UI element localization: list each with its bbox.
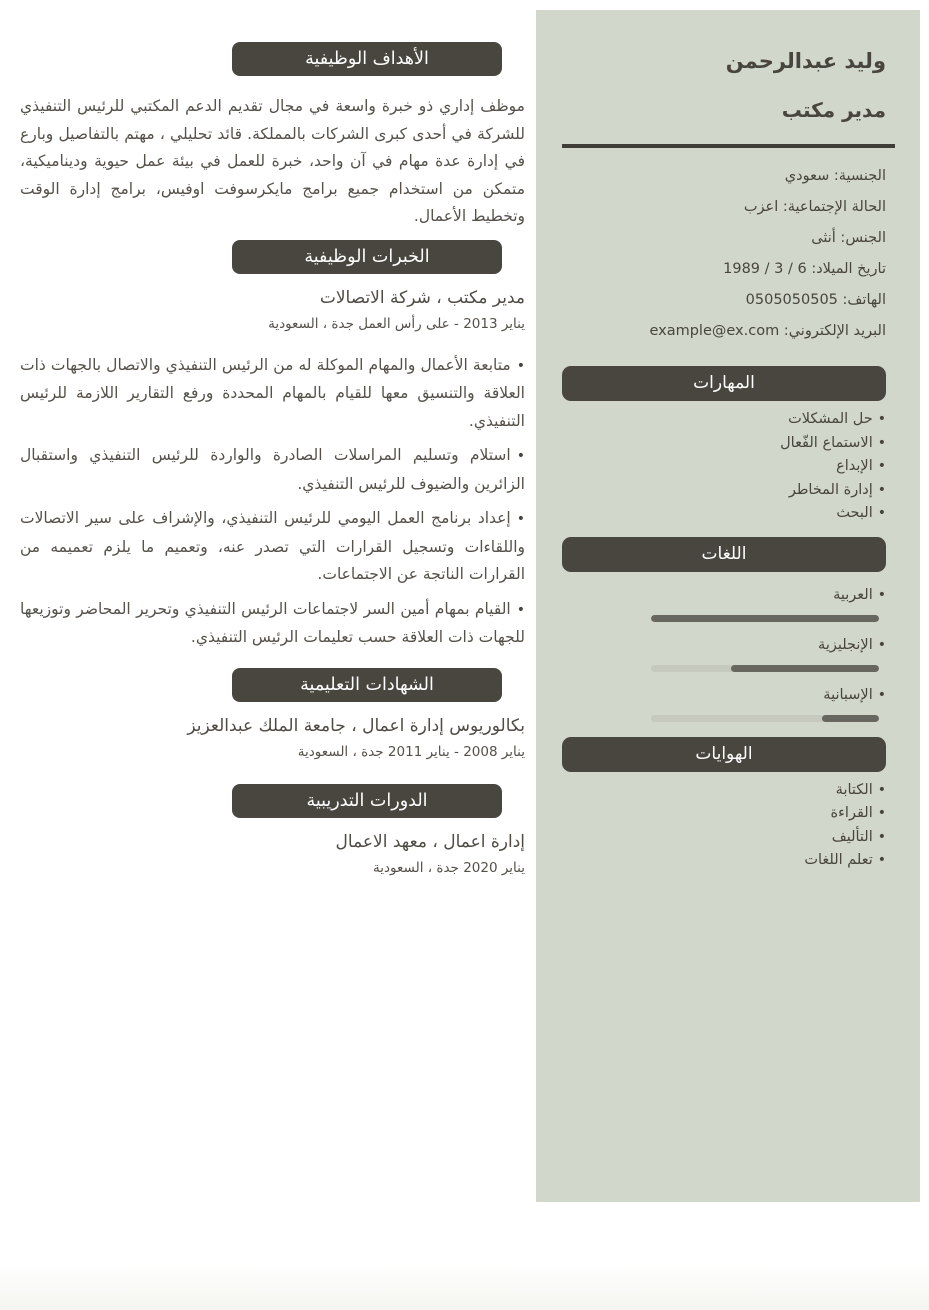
- section-header-courses: [232, 784, 502, 818]
- bullet-icon: •: [877, 586, 886, 603]
- experience-entry: [20, 286, 525, 335]
- skill-label: إدارة المخاطر: [788, 481, 873, 498]
- language-label: [562, 585, 886, 606]
- sidebar: [536, 10, 920, 1202]
- education-degree: بكالوريوس إدارة اعمال ، جامعة الملك عبدالعزيز: [187, 715, 525, 736]
- language-progress-fill: [822, 715, 879, 722]
- language-name: الإنجليزية: [818, 636, 873, 653]
- skill-item: [562, 455, 886, 479]
- skill-label: حل المشكلات: [788, 411, 873, 427]
- section-title: الشهادات التعليمية: [300, 674, 434, 695]
- hobbies-list: [562, 779, 886, 873]
- experience-bullets: [20, 352, 525, 652]
- course-title: إدارة اعمال ، معهد الاعمال: [335, 831, 525, 852]
- language-name: العربية: [833, 586, 873, 603]
- personal-detail-item: الجنسية: سعودي: [784, 168, 886, 184]
- hobby-item: [562, 826, 886, 850]
- language-progress-track: [651, 715, 879, 722]
- bullet-text: متابعة الأعمال والمهام الموكلة له من الرئيس التنفيذي والاتصال بالجهات ذات العلاقة والتنسيق معها للقيام بالمهام المحددة ورفع التقارير اللازمة للرئيس التنفيذي.: [20, 355, 525, 430]
- section-header-experience: [232, 240, 502, 274]
- skill-item: [562, 502, 886, 526]
- education-date: يناير 2008 - يناير 2011 جدة ، السعودية: [297, 743, 525, 760]
- language-progress-track: [651, 665, 879, 672]
- course-entry: [20, 830, 525, 879]
- language-name: الإسبانية: [823, 686, 873, 703]
- personal-detail-item: الحالة الإجتماعية: اعزب: [743, 199, 886, 215]
- hobby-item: [562, 802, 886, 826]
- candidate-job-title: مدير مكتب: [781, 98, 886, 122]
- section-title: الدورات التدريبية: [306, 790, 428, 811]
- hobby-item: [562, 779, 886, 803]
- experience-bullet: [20, 442, 525, 498]
- section-title: الأهداف الوظيفية: [305, 49, 429, 69]
- bullet-icon: •: [877, 852, 886, 868]
- section-header-hobbies: [562, 737, 886, 772]
- bullet-icon: •: [877, 458, 886, 474]
- languages-list: [562, 585, 886, 722]
- skill-item: [562, 432, 886, 456]
- bullet-icon: •: [516, 357, 525, 374]
- bullet-icon: •: [877, 781, 886, 798]
- language-progress-fill: [731, 665, 879, 672]
- bullet-text: إعداد برنامج العمل اليومي للرئيس التنفيذي، والإشراف على سير الاتصالات واللقاءات وتسجيل القرارات التي تصدر عنه، وتعميم ما يلزم تعميمه من القرارات الناتجة عن الاجتماعات.: [20, 509, 525, 583]
- section-header-skills: [562, 366, 886, 401]
- language-item: [562, 685, 886, 722]
- bullet-icon: •: [516, 601, 525, 618]
- section-header-objectives: [232, 42, 502, 76]
- section-title: المهارات: [693, 373, 755, 393]
- section-title: الهوايات: [695, 743, 753, 764]
- bullet-icon: •: [877, 411, 886, 427]
- personal-detail-item: البريد الإلكتروني: example@ex.com: [649, 323, 886, 339]
- skill-label: البحث: [836, 505, 873, 521]
- experience-bullet: [20, 596, 525, 652]
- experience-date: يناير 2013 - على رأس العمل جدة ، السعودية: [268, 315, 525, 332]
- personal-detail-item: الجنس: أنثى: [811, 230, 886, 246]
- language-progress-track: [651, 615, 879, 622]
- bullet-icon: •: [877, 481, 886, 498]
- main-column: [20, 42, 525, 879]
- section-header-education: [232, 668, 502, 702]
- section-title: اللغات: [701, 543, 747, 564]
- experience-job-title: مدير مكتب ، شركة الاتصالات: [319, 287, 525, 308]
- hobby-label: الكتابة: [835, 781, 873, 798]
- hobby-item: [562, 849, 886, 873]
- skill-item: [562, 479, 886, 503]
- hobby-label: القراءة: [830, 805, 873, 821]
- language-item: [562, 585, 886, 622]
- section-header-languages: [562, 537, 886, 572]
- bullet-icon: •: [877, 505, 886, 521]
- course-date: يناير 2020 جدة ، السعودية: [373, 859, 525, 876]
- language-item: [562, 635, 886, 672]
- personal-detail-item: الهاتف: 0505050505: [745, 292, 886, 308]
- language-progress-fill: [651, 615, 879, 622]
- bullet-icon: •: [877, 805, 886, 821]
- bullet-icon: •: [877, 636, 886, 653]
- bullet-icon: •: [516, 511, 525, 527]
- page-bottom-fade: [0, 1264, 929, 1310]
- experience-bullet: [20, 352, 525, 436]
- skill-label: الاستماع الفّعال: [780, 434, 873, 451]
- education-entry: [20, 714, 525, 763]
- bullet-icon: •: [516, 448, 525, 464]
- section-title: الخبرات الوظيفية: [304, 246, 430, 267]
- bullet-icon: •: [877, 686, 886, 703]
- skill-label: الإبداع: [836, 458, 873, 474]
- objectives-text: موظف إداري ذو خبرة واسعة في مجال تقديم الدعم المكتبي للرئيس التنفيذي للشركة في أحدى كبرى الشركات بالمملكة. قائد تحليلي ، مهتم بالتفاصيل وبارع في إدارة عدة مهام في آن واحد، خبرة للعمل في بيئة عمل حيوية وديناميكية، متمكن من استخدام جميع برامج مايكرسوفت اوفيس، برامج إدارة الوقت وتخطيط الأعمال.: [20, 97, 525, 225]
- bullet-icon: •: [877, 828, 886, 845]
- skill-item: [562, 408, 886, 432]
- hobby-label: التأليف: [831, 828, 873, 845]
- experience-bullet: [20, 505, 525, 589]
- language-label: [562, 685, 886, 706]
- bullet-text: القيام بمهام أمين السر لاجتماعات الرئيس التنفيذي وتحرير المحاضر وتوزيعها للجهات ذات العلاقة حسب تعليمات الرئيس التنفيذي.: [20, 599, 525, 646]
- skills-list: [562, 408, 886, 526]
- bullet-icon: •: [877, 434, 886, 451]
- bullet-text: استلام وتسليم المراسلات الصادرة والواردة للرئيس التنفيذي واستقبال الزائرين والضيوف للرئيس التنفيذي.: [20, 446, 525, 493]
- candidate-name: وليد عبدالرحمن: [725, 49, 886, 73]
- personal-details: [562, 161, 886, 347]
- divider: [562, 144, 895, 148]
- language-label: [562, 635, 886, 656]
- personal-detail-item: تاريخ الميلاد: 6 / 3 / 1989: [723, 261, 886, 277]
- hobby-label: تعلم اللغات: [804, 852, 873, 868]
